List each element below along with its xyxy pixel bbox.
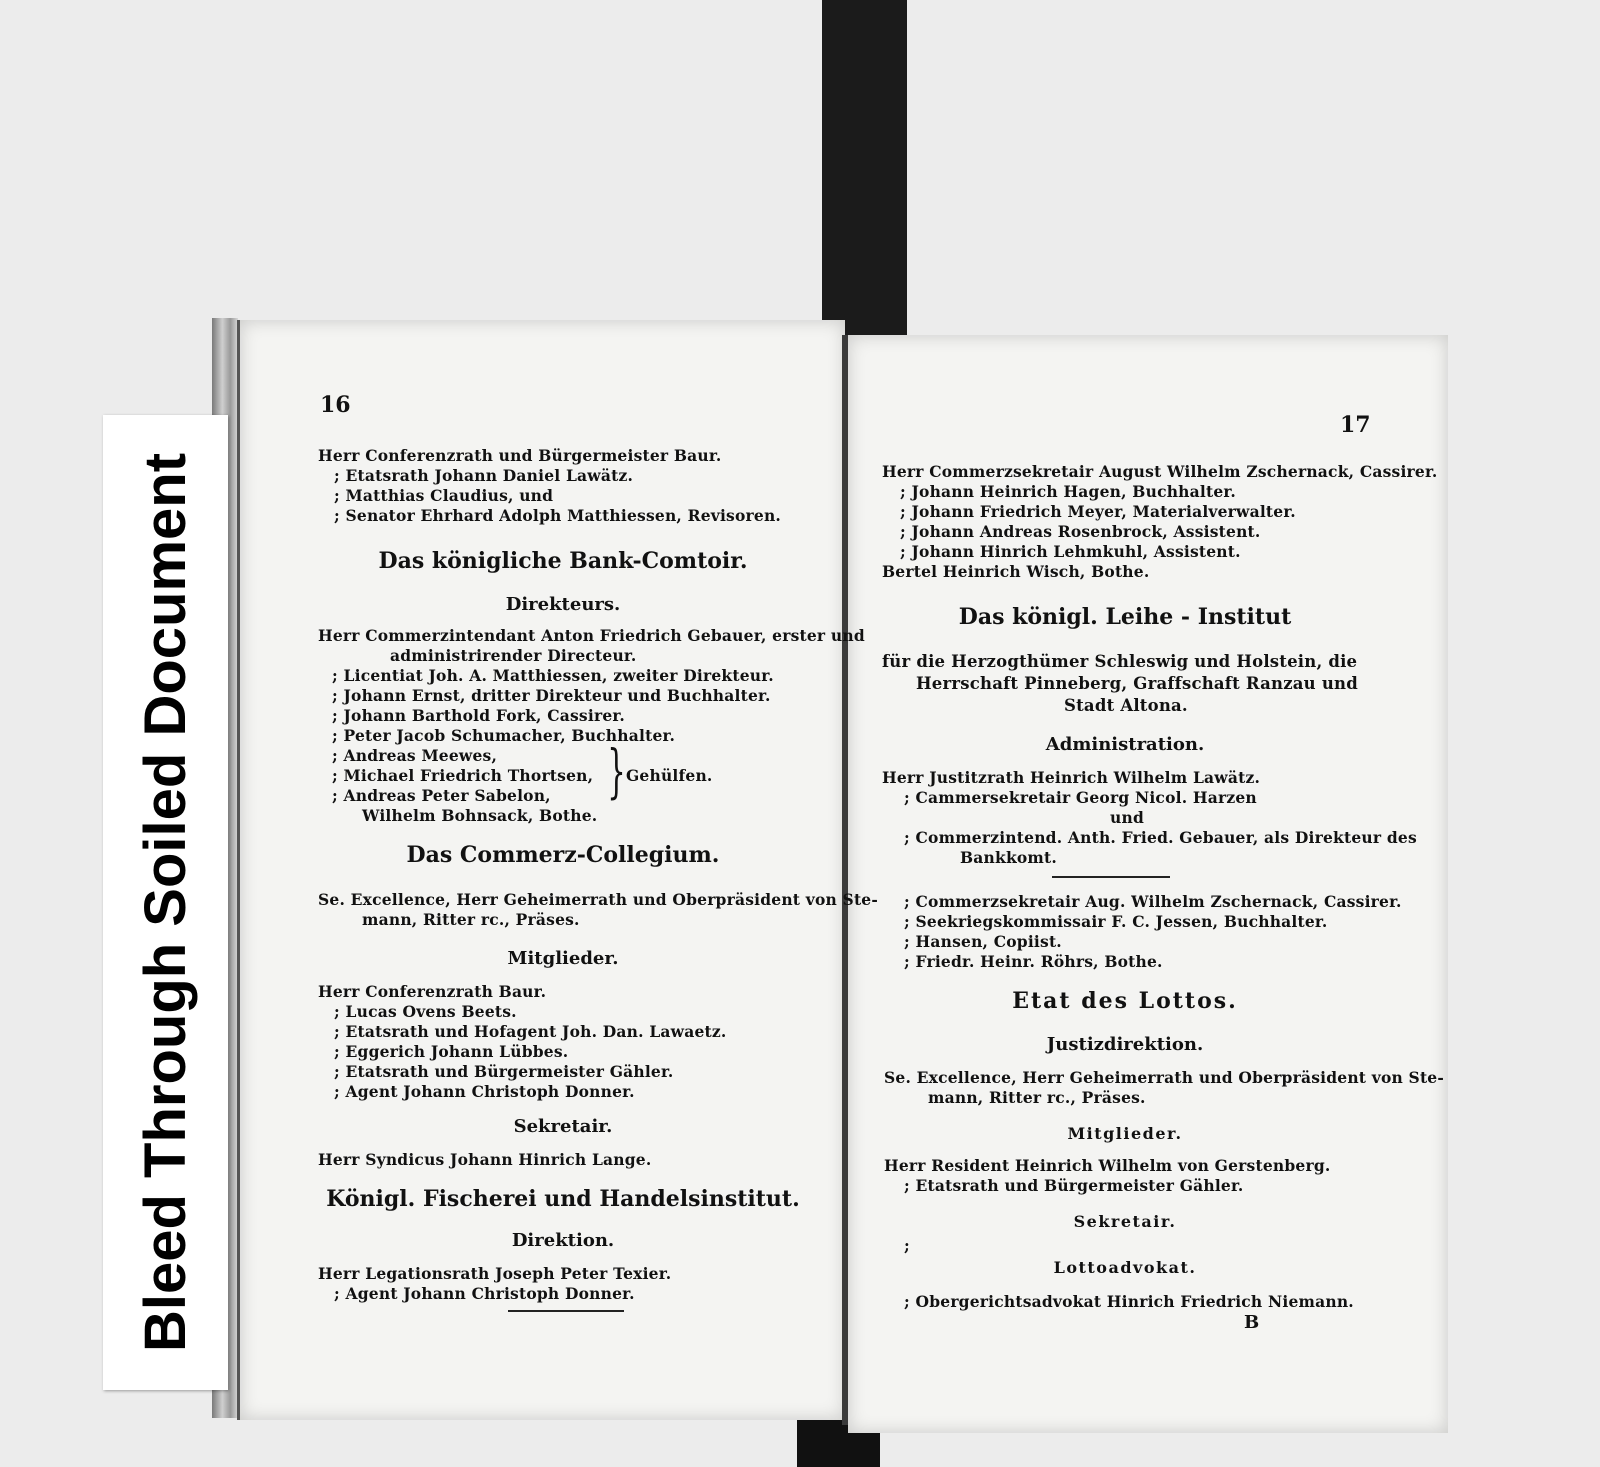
document-label [103, 415, 228, 1390]
section-heading: Königl. Fischerei und Handelsinstitut. [326, 1186, 800, 1212]
text-line: ; Seekriegskommissair F. C. Jessen, Buchhalter. [904, 912, 1328, 931]
text-line: Herr Justitzrath Heinrich Wilhelm Lawätz. [882, 768, 1261, 787]
text-line: Herr Conferenzrath Baur. [318, 982, 547, 1001]
text-line: ; Johann Friedrich Meyer, Materialverwalter. [900, 502, 1296, 521]
text-line: für die Herzogthümer Schleswig und Holstein, die [882, 652, 1358, 671]
text-line: Bertel Heinrich Wisch, Bothe. [882, 562, 1150, 581]
text-line: ; Hansen, Copiist. [904, 932, 1062, 951]
text-line: Se. Excellence, Herr Geheimerrath und Oberpräsident von Ste- [884, 1068, 1445, 1087]
page-gutter [842, 335, 848, 1425]
subsection-heading: Lottoadvokat. [1053, 1258, 1197, 1277]
text-line: ; Eggerich Johann Lübbes. [334, 1042, 569, 1061]
text-line: Herr Conferenzrath und Bürgermeister Baur. [318, 446, 722, 465]
subsection-heading: Sekretair. [1073, 1212, 1177, 1231]
text-line: administrirender Directeur. [390, 646, 637, 665]
brace-mark: } [607, 737, 626, 805]
subsection-heading: Administration. [1045, 734, 1205, 755]
end-rule [508, 1310, 624, 1312]
binding-strap-top [822, 0, 907, 345]
text-line: ; Michael Friedrich Thortsen, [332, 766, 594, 785]
text-line: ; Obergerichtsadvokat Hinrich Friedrich Niemann. [904, 1292, 1354, 1311]
left-page [237, 320, 845, 1420]
text-line: ; Etatsrath Johann Daniel Lawätz. [334, 466, 634, 485]
text-line: ; Johann Ernst, dritter Direkteur und Buchhalter. [332, 686, 771, 705]
text-line: Herr Commerzintendant Anton Friedrich Gebauer, erster und [318, 626, 865, 645]
text-line: Se. Excellence, Herr Geheimerrath und Oberpräsident von Ste- [318, 890, 879, 909]
text-line: Herr Resident Heinrich Wilhelm von Gerstenberg. [884, 1156, 1331, 1175]
text-line: ; Johann Hinrich Lehmkuhl, Assistent. [900, 542, 1241, 561]
text-line: ; [904, 1236, 910, 1255]
text-line: mann, Ritter rc., Präses. [362, 910, 580, 929]
text-line: ; Cammersekretair Georg Nicol. Harzen [904, 788, 1257, 807]
text-line: ; Johann Heinrich Hagen, Buchhalter. [900, 482, 1236, 501]
text-line: ; Senator Ehrhard Adolph Matthiessen, Revisoren. [334, 506, 782, 525]
text-line: ; Matthias Claudius, und [334, 486, 554, 505]
text-line: ; Peter Jacob Schumacher, Buchhalter. [332, 726, 676, 745]
section-heading: Das königliche Bank-Comtoir. [378, 548, 748, 574]
page-number-left: 16 [320, 392, 351, 418]
text-line: Gehülfen. [626, 766, 713, 785]
section-heading: Etat des Lottos. [1012, 988, 1238, 1014]
text-line: Bankkomt. [960, 848, 1057, 867]
subsection-heading: Sekretair. [513, 1116, 613, 1137]
text-line: ; Andreas Meewes, [332, 746, 498, 765]
text-line: Herr Syndicus Johann Hinrich Lange. [318, 1150, 652, 1169]
page-number-right: 17 [1340, 412, 1371, 438]
section-heading: Das königl. Leihe - Institut [958, 604, 1292, 630]
text-line: ; Andreas Peter Sabelon, [332, 786, 551, 805]
document-label-text: Bleed Through Soiled Document [133, 452, 198, 1353]
subsection-heading: Direkteurs. [505, 594, 621, 615]
text-line: mann, Ritter rc., Präses. [928, 1088, 1146, 1107]
divider-rule [1052, 876, 1170, 878]
text-line: ; Lucas Ovens Beets. [334, 1002, 517, 1021]
text-line: ; Etatsrath und Hofagent Joh. Dan. Lawaetz. [334, 1022, 727, 1041]
subsection-heading: Mitglieder. [1067, 1124, 1183, 1143]
catchword: B [1244, 1312, 1260, 1333]
text-line: ; Agent Johann Christoph Donner. [334, 1284, 635, 1303]
text-line: ; Johann Andreas Rosenbrock, Assistent. [900, 522, 1261, 541]
text-line: ; Johann Barthold Fork, Cassirer. [332, 706, 625, 725]
text-line: ; Etatsrath und Bürgermeister Gähler. [334, 1062, 674, 1081]
text-line: Herrschaft Pinneberg, Graffschaft Ranzau und [916, 674, 1358, 693]
text-line: ; Etatsrath und Bürgermeister Gähler. [904, 1176, 1244, 1195]
text-line: ; Licentiat Joh. A. Matthiessen, zweiter Direkteur. [332, 666, 774, 685]
text-line: ; Agent Johann Christoph Donner. [334, 1082, 635, 1101]
text-line: ; Commerzsekretair Aug. Wilhelm Zschernack, Cassirer. [904, 892, 1402, 911]
text-line: ; Commerzintend. Anth. Fried. Gebauer, als Direkteur des [904, 828, 1417, 847]
text-line: und [1110, 808, 1144, 827]
text-line: Herr Legationsrath Joseph Peter Texier. [318, 1264, 672, 1283]
text-line: Herr Commerzsekretair August Wilhelm Zschernack, Cassirer. [882, 462, 1438, 481]
section-heading: Das Commerz-Collegium. [406, 842, 720, 868]
text-line: Wilhelm Bohnsack, Bothe. [362, 806, 598, 825]
text-line: ; Friedr. Heinr. Röhrs, Bothe. [904, 952, 1163, 971]
text-line: Stadt Altona. [1064, 696, 1188, 715]
subsection-heading: Direktion. [511, 1230, 615, 1251]
subsection-heading: Mitglieder. [507, 948, 619, 969]
subsection-heading: Justizdirektion. [1046, 1034, 1204, 1055]
